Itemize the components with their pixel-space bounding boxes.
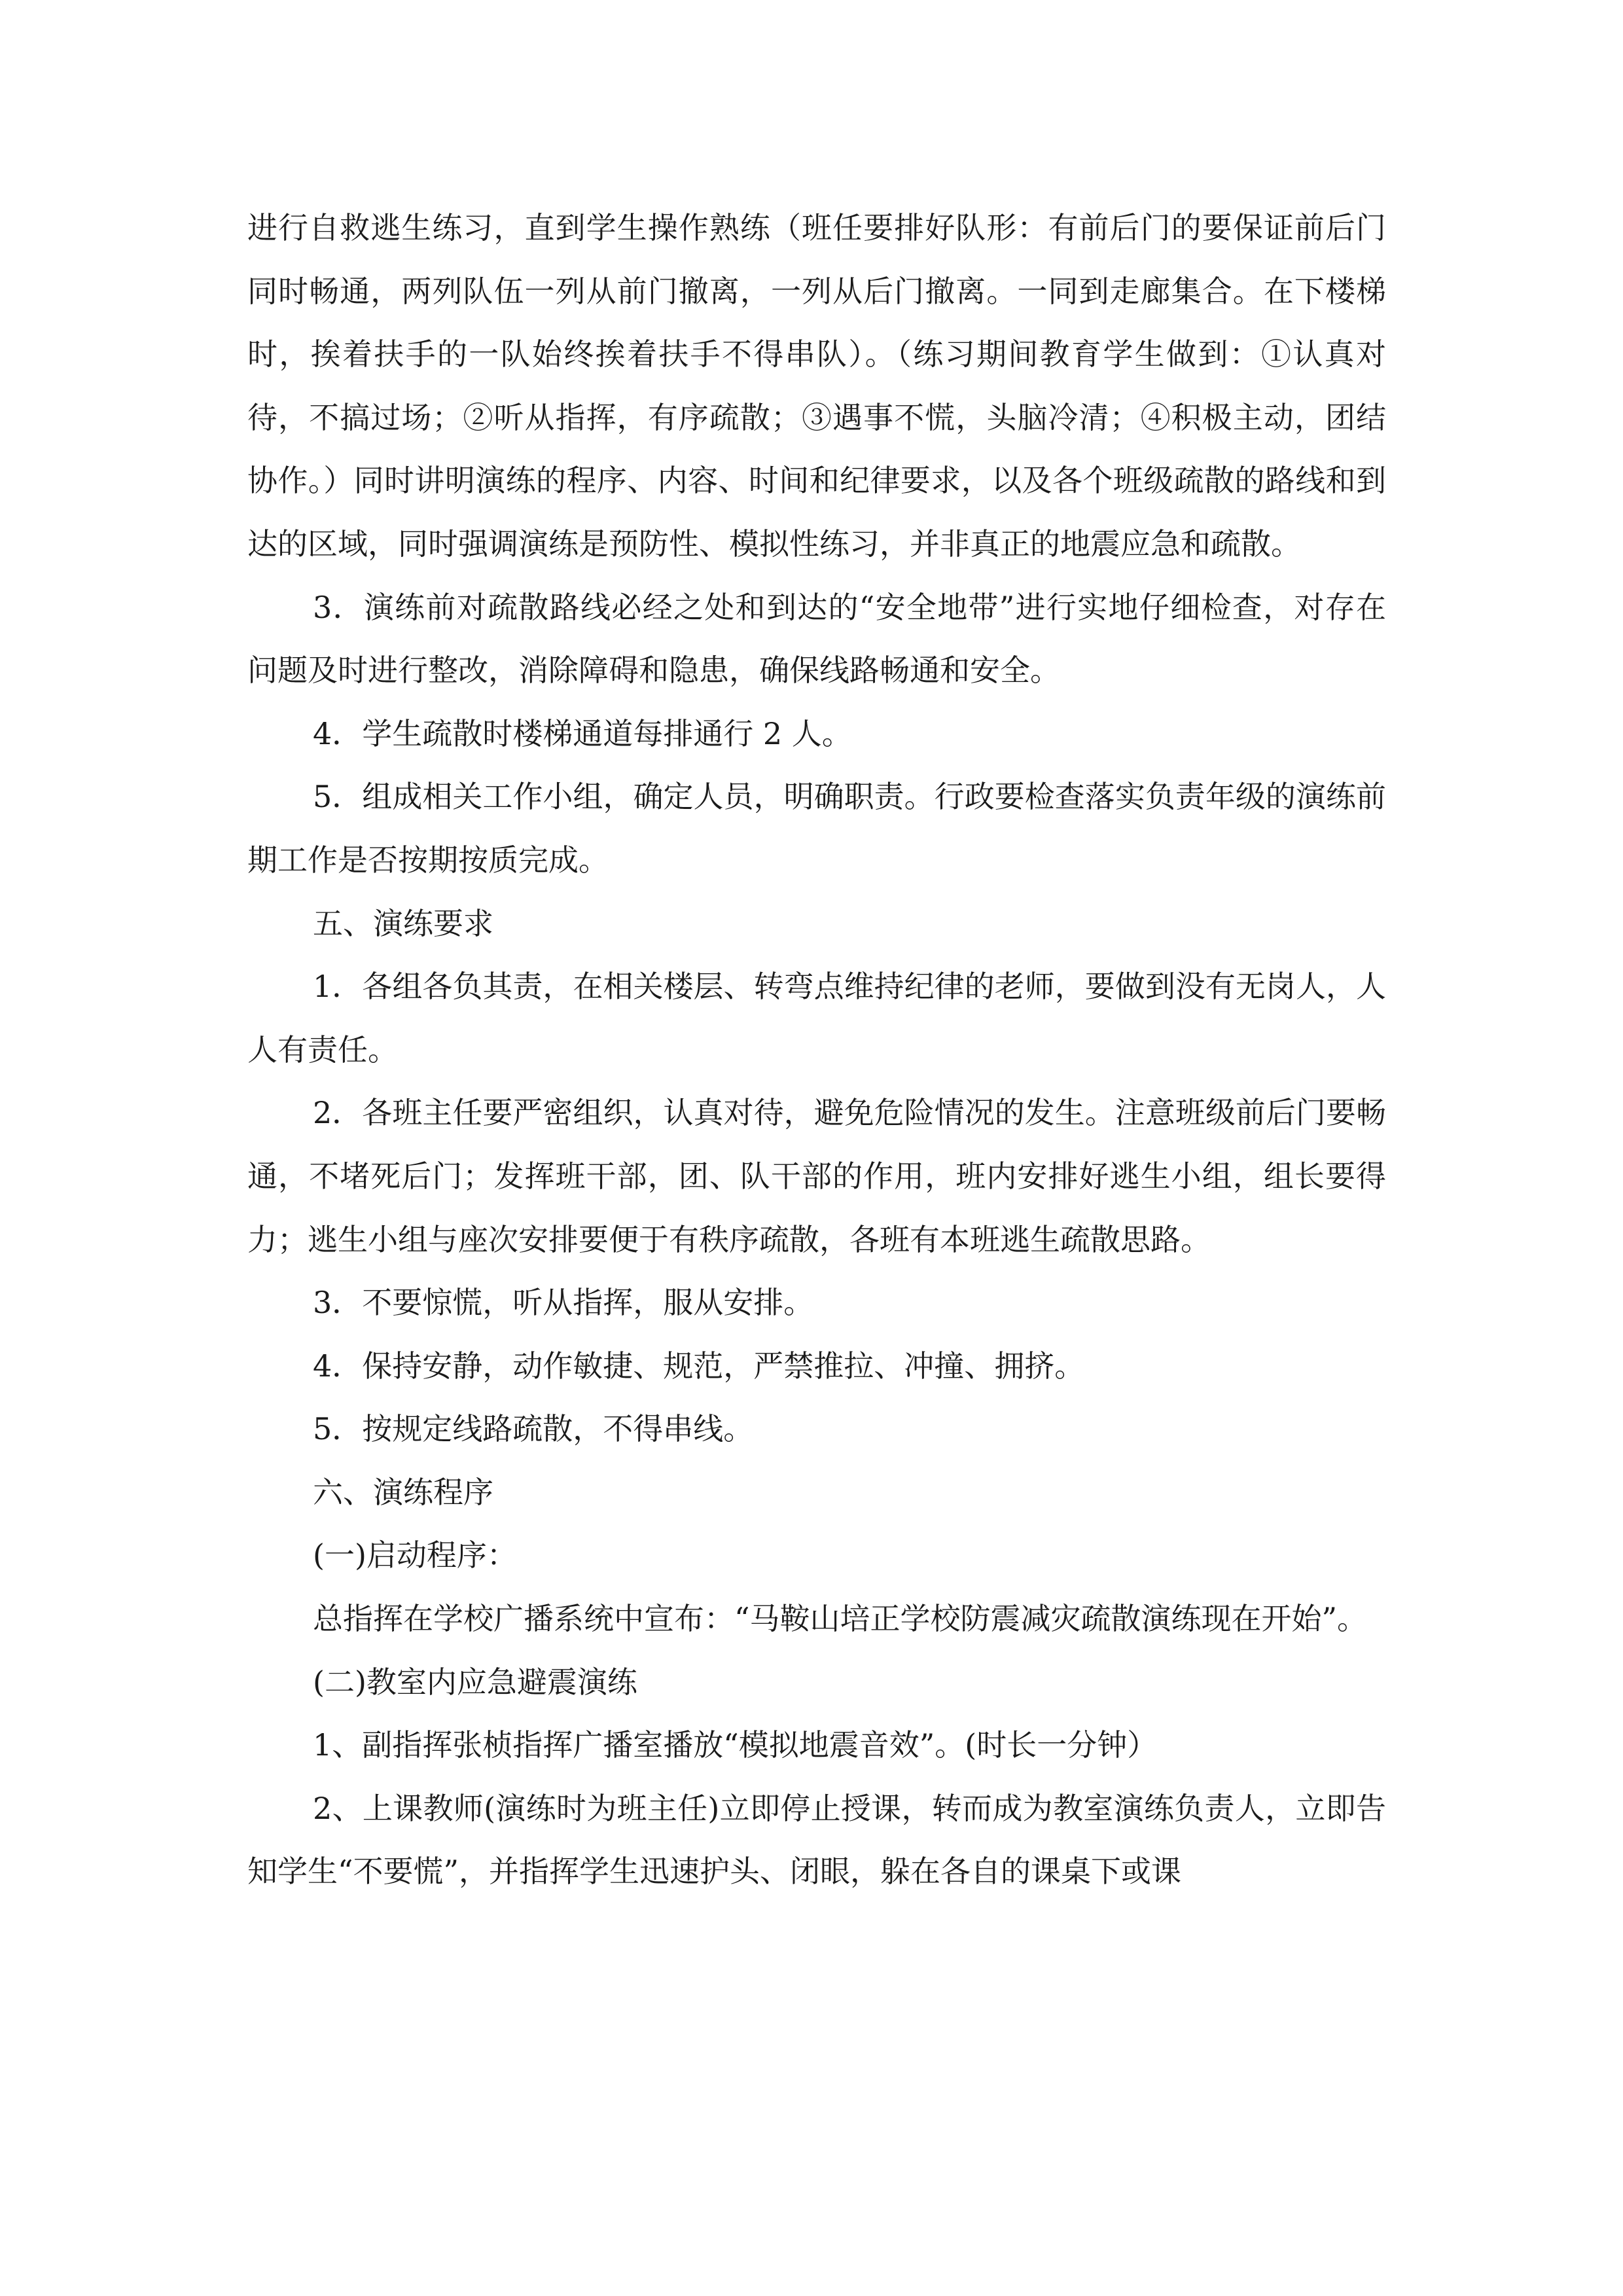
- paragraph-continued: 进行自救逃生练习，直到学生操作熟练（班任要排好队形：有前后门的要保证前后门同时畅通，两列队伍一列从前门撤离，一列从后门撤离。一同到走廊集合。在下楼梯时，挨着扶手的一队始终挨着扶手不得串队）。（练习期间教育学生做到：①认真对待，不搞过场；②听从指挥，有序疏散；③遇事不慌，头脑冷清；④积极主动，团结协作。）同时讲明演练的程序、内容、时间和纪律要求，以及各个班级疏散的路线和到达的区域，同时强调演练是预防性、模拟性练习，并非真正的地震应急和疏散。: [247, 210, 1386, 562]
- paragraph-item-5: 5．组成相关工作小组，确定人员，明确职责。行政要检查落实负责年级的演练前期工作是否按期按质完成。: [247, 779, 1386, 878]
- subsection-heading-startup: (一)启动程序：: [313, 1537, 517, 1573]
- requirement-item-1: 1．各组各负其责，在相关楼层、转弯点维持纪律的老师，要做到没有无岗人，人人有责任。: [247, 969, 1386, 1067]
- paragraph-item-4: 4．学生疏散时楼梯通道每排通行 2 人。: [313, 715, 852, 751]
- section-heading-requirements: 五、演练要求: [313, 905, 493, 941]
- requirement-item-3: 3．不要惊慌，听从指挥，服从安排。: [313, 1285, 814, 1321]
- section-heading-procedure: 六、演练程序: [313, 1474, 493, 1510]
- requirement-item-2: 2．各班主任要严密组织，认真对待，避免危险情况的发生。注意班级前后门要畅通，不堵死后门；发挥班干部，团、队干部的作用，班内安排好逃生小组，组长要得力；逃生小组与座次安排要便于有秩序疏散，各班有本班逃生疏散思路。: [247, 1095, 1386, 1257]
- document-body: [247, 196, 1386, 1903]
- drill-step-2: 2、上课教师(演练时为班主任)立即停止授课，转而成为教室演练负责人，立即告知学生“不要慌”，并指挥学生迅速护头、闭眼，躲在各自的课桌下或课: [247, 1790, 1386, 1890]
- subsection-heading-classroom-drill: (二)教室内应急避震演练: [313, 1664, 637, 1700]
- startup-announcement: 总指挥在学校广播系统中宣布：“马鞍山培正学校防震减灾疏散演练现在开始”。: [313, 1601, 1368, 1637]
- requirement-item-5: 5．按规定线路疏散，不得串线。: [313, 1411, 754, 1447]
- paragraph-item-3: 3．演练前对疏散路线必经之处和到达的“安全地带”进行实地仔细检查，对存在问题及时进行整改，消除障碍和隐患，确保线路畅通和安全。: [247, 589, 1386, 689]
- drill-step-1: 1、副指挥张桢指挥广播室播放“模拟地震音效”。(时长一分钟）: [313, 1727, 1158, 1763]
- requirement-item-4: 4．保持安静，动作敏捷、规范，严禁推拉、冲撞、拥挤。: [313, 1348, 1085, 1384]
